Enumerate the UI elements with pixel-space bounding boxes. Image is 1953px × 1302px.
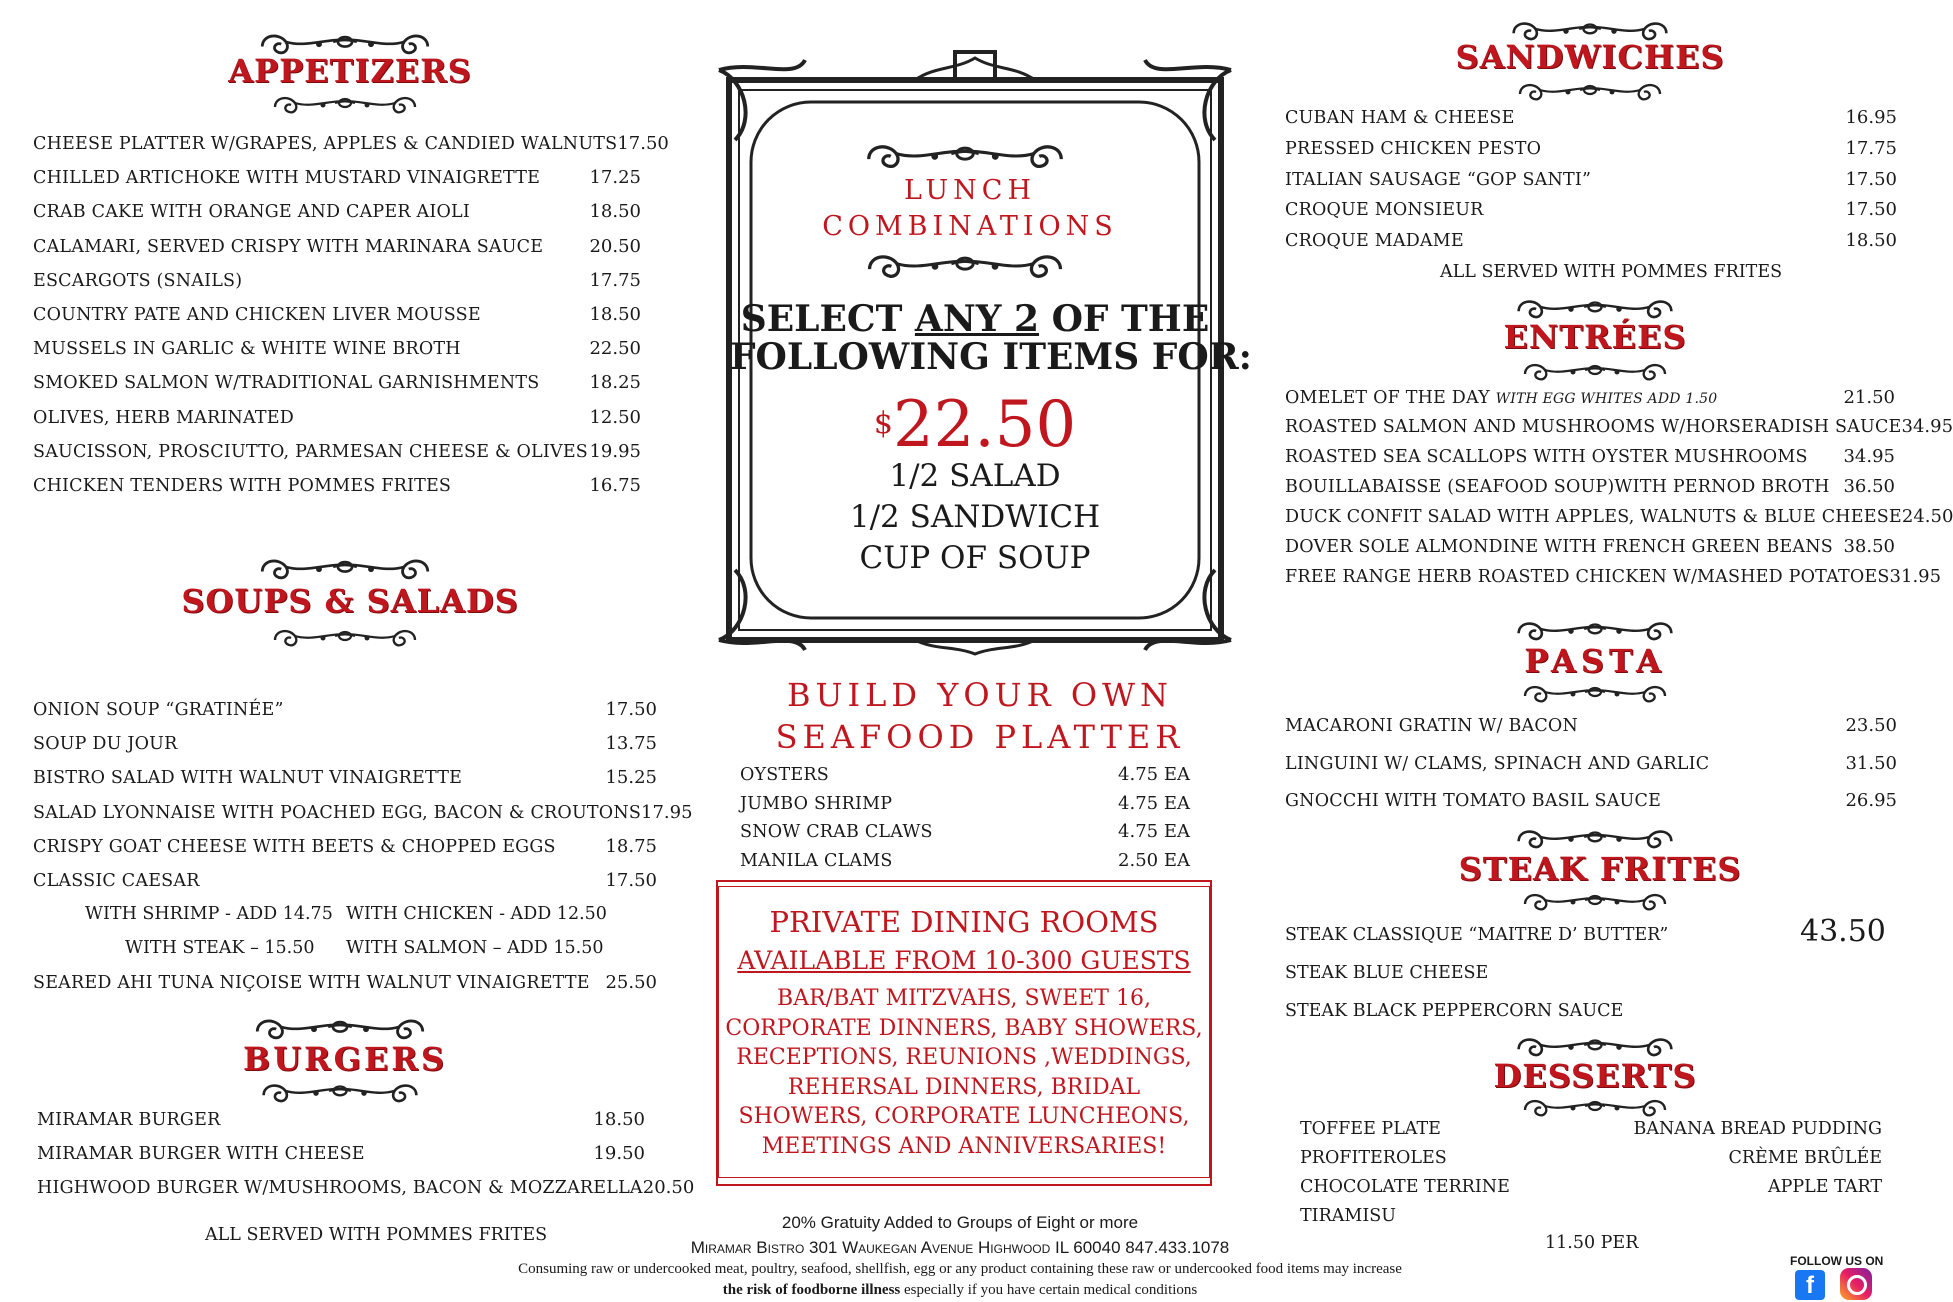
item-name: CHICKEN TENDERS WITH POMMES FRITES [33, 476, 452, 496]
item-name: SEARED AHI TUNA NIÇOISE WITH WALNUT VINAIGRETTE [33, 973, 590, 993]
item-price: 20.50 [589, 235, 641, 257]
item-price: 31.95 [1889, 565, 1942, 587]
item-name: SOUP DU JOUR [33, 734, 178, 755]
item-name: CUBAN HAM & CHEESE [1285, 108, 1515, 128]
menu-item [37, 1177, 695, 1199]
select-pre: SELECT [740, 298, 915, 340]
facebook-icon[interactable]: f [1795, 1270, 1825, 1300]
item-price: 17.50 [605, 699, 657, 720]
flourish-ornament [1495, 618, 1695, 642]
item-price: 18.25 [589, 372, 641, 394]
menu-item [33, 836, 657, 857]
private-dining-line: RECEPTIONS, REUNIONS ,WEDDINGS, [736, 1045, 1192, 1070]
menu-item [1285, 536, 1895, 557]
menu-item [33, 304, 641, 325]
item-name: DUCK CONFIT SALAD WITH APPLES, WALNUTS & BLUE CHEESE [1285, 506, 1902, 527]
menu-item [1285, 505, 1953, 527]
item-name [1285, 388, 1717, 408]
menu-item [740, 850, 1190, 871]
menu-item [33, 236, 641, 257]
combinations-title: COMBINATIONS [822, 211, 1118, 242]
menu-item [1285, 715, 1897, 736]
address-line: Miramar Bistro 301 Waukegan Avenue Highwood IL 60040 847.433.1078 [690, 1238, 1230, 1257]
item-price: 17.75 [1845, 137, 1897, 159]
menu-item [1285, 230, 1897, 251]
item-price: 17.50 [605, 870, 657, 891]
item-name: SMOKED SALMON W/TRADITIONAL GARNISHMENTS [33, 373, 540, 394]
menu-item [740, 793, 1190, 814]
steak-frites-heading: STEAK FRITES [1458, 850, 1742, 888]
addon-chicken: WITH CHICKEN - ADD 12.50 [346, 904, 607, 924]
item-price: 36.50 [1843, 475, 1895, 497]
menu-item [33, 733, 657, 754]
menu-item [33, 133, 669, 154]
item-name: JUMBO SHRIMP [740, 793, 893, 814]
menu-item [1285, 107, 1897, 128]
item-price: 16.75 [589, 475, 641, 496]
flourish-ornament [235, 1015, 445, 1041]
disclaimer-line-2 [400, 1282, 1520, 1299]
item-name: CALAMARI, SERVED CRISPY WITH MARINARA SAUCE [33, 236, 544, 257]
item-price: 34.95 [1901, 416, 1953, 437]
menu-item [37, 1109, 645, 1130]
item-name: MACARONI GRATIN W/ BACON [1285, 716, 1578, 736]
dessert-item: BANANA BREAD PUDDING [1633, 1119, 1882, 1139]
private-dining-line: REHERSAL DINNERS, BRIDAL [787, 1074, 1141, 1100]
item-name: SAUCISSON, PROSCIUTTO, PARMESAN CHEESE & OLIVES [33, 441, 588, 462]
select-line-2: FOLLOWING ITEMS FOR: [730, 336, 1252, 378]
menu-item [33, 475, 641, 496]
item-name: MIRAMAR BURGER [37, 1110, 221, 1130]
item-price: 19.50 [593, 1143, 645, 1165]
follow-us-label: FOLLOW US ON [1790, 1254, 1884, 1268]
item-price: 38.50 [1843, 535, 1895, 557]
item-price: 13.75 [605, 733, 657, 755]
dessert-price: 11.50 PER [1545, 1233, 1639, 1253]
item-name: COUNTRY PATE AND CHICKEN LIVER MOUSSE [33, 305, 481, 325]
lunch-option: CUP OF SOUP [859, 540, 1091, 576]
entrees-heading: ENTRÉES [1503, 318, 1687, 356]
lunch-price [780, 388, 1170, 462]
menu-item [1285, 446, 1895, 467]
menu-item [1285, 169, 1897, 190]
item-price: 18.75 [605, 835, 657, 857]
menu-item [1285, 565, 1942, 587]
menu-item [1285, 199, 1897, 220]
item-name: ONION SOUP “GRATINÉE” [33, 700, 284, 720]
item-name: HIGHWOOD BURGER W/MUSHROOMS, BACON & MOZZARELLA [37, 1178, 643, 1199]
flourish-ornament [1495, 360, 1695, 382]
item-price: 26.95 [1845, 790, 1897, 811]
menu-item [1285, 416, 1953, 437]
flourish-ornament [1495, 296, 1695, 320]
flourish-ornament [1495, 826, 1695, 850]
menu-item [33, 372, 641, 393]
lunch-option: 1/2 SALAD [889, 458, 1061, 494]
private-dining-line: CORPORATE DINNERS, BABY SHOWERS, [725, 1015, 1203, 1041]
item-name: OLIVES, HERB MARINATED [33, 407, 294, 428]
item-name: FREE RANGE HERB ROASTED CHICKEN W/MASHED POTATOES [1285, 566, 1890, 587]
omelet-note: WITH EGG WHITES ADD 1.50 [1495, 391, 1718, 407]
flourish-ornament [245, 555, 445, 581]
menu-item [33, 201, 641, 222]
item-price: 24.50 [1901, 505, 1953, 527]
item-price: 12.50 [589, 406, 641, 428]
price-value: 22.50 [892, 388, 1077, 462]
item-price: 17.50 [1845, 168, 1897, 190]
flourish-ornament [1495, 682, 1695, 704]
appetizers-heading: APPETIZERS [228, 52, 472, 90]
addon-shrimp: WITH SHRIMP - ADD 14.75 [85, 904, 333, 924]
flourish-ornament [245, 626, 445, 648]
private-dining-line: SHOWERS, CORPORATE LUNCHEONS, [738, 1104, 1190, 1129]
seafood-title-2: SEAFOOD PLATTER [775, 718, 1185, 756]
sandwiches-note: ALL SERVED WITH POMMES FRITES [1440, 262, 1783, 282]
pasta-heading: PASTA [1524, 642, 1666, 680]
steak-item: STEAK BLUE CHEESE [1285, 963, 1489, 983]
item-name: CLASSIC CAESAR [33, 871, 200, 891]
flourish-ornament [245, 93, 445, 115]
menu-item [1285, 790, 1897, 811]
flourish-ornament [855, 250, 1075, 280]
item-name: ROASTED SEA SCALLOPS WITH OYSTER MUSHROOMS [1285, 446, 1808, 467]
disclaimer-line-1: Consuming raw or undercooked meat, poultry, seafood, shellfish, egg or any product containing these raw or undercooked food items may increase [518, 1261, 1402, 1277]
flourish-ornament [1490, 80, 1690, 102]
item-name: SALAD LYONNAISE WITH POACHED EGG, BACON & CROUTONS [33, 802, 642, 823]
flourish-ornament [1495, 890, 1695, 912]
menu-item [33, 338, 641, 359]
item-name: BOUILLABAISSE (SEAFOOD SOUP)WITH PERNOD BROTH [1285, 476, 1830, 497]
soups-salads-heading: SOUPS & SALADS [181, 582, 519, 620]
burgers-heading: BURGERS [243, 1040, 447, 1078]
item-price: 23.50 [1845, 715, 1897, 736]
item-name: OYSTERS [740, 765, 829, 785]
dessert-item: CHOCOLATE TERRINE [1300, 1177, 1510, 1197]
item-name: CROQUE MONSIEUR [1285, 200, 1484, 221]
item-price: 18.50 [589, 304, 641, 325]
item-name: CROQUE MADAME [1285, 231, 1464, 252]
item-name: ESCARGOTS (SNAILS) [33, 270, 243, 291]
item-price: 17.75 [589, 269, 641, 291]
select-line [740, 298, 1210, 340]
item-price: 4.75 EA [1118, 821, 1190, 842]
item-name: LINGUINI W/ CLAMS, SPINACH AND GARLIC [1285, 753, 1710, 774]
flourish-ornament [1495, 1034, 1695, 1058]
disclaimer-bold: the risk of foodborne illness [722, 1282, 901, 1298]
dessert-item: CRÈME BRÛLÉE [1728, 1148, 1882, 1168]
dessert-item: TOFFEE PLATE [1300, 1119, 1441, 1139]
menu-item [37, 1143, 645, 1164]
gratuity-note: 20% Gratuity Added to Groups of Eight or more [781, 1213, 1139, 1232]
item-price: 25.50 [605, 972, 657, 993]
item-name: GNOCCHI WITH TOMATO BASIL SAUCE [1285, 791, 1662, 811]
flourish-ornament [855, 138, 1075, 172]
menu-item [1285, 138, 1897, 159]
item-price: 18.50 [1845, 230, 1897, 252]
private-dining-subtitle: AVAILABLE FROM 10-300 GUESTS [737, 946, 1191, 975]
disclaimer-rest: especially if you have certain medical conditions [900, 1282, 1198, 1298]
omelet-name: OMELET OF THE DAY [1285, 388, 1496, 408]
private-dining-title: PRIVATE DINING ROOMS [769, 905, 1159, 939]
item-price: 17.50 [617, 133, 669, 154]
item-price: 15.25 [605, 767, 657, 789]
flourish-ornament [235, 1080, 445, 1104]
steak-price: 43.50 [1800, 914, 1886, 949]
item-name: SNOW CRAB CLAWS [740, 822, 933, 842]
menu-item [740, 764, 1190, 785]
item-price: 31.50 [1845, 752, 1897, 774]
steak-item: STEAK BLACK PEPPERCORN SAUCE [1285, 1001, 1624, 1021]
select-post: OF THE [1039, 298, 1210, 340]
menu-item [1285, 476, 1895, 497]
instagram-lens [1847, 1275, 1867, 1295]
item-price: 4.75 EA [1118, 792, 1190, 814]
menu-item [33, 407, 641, 428]
menu-item [740, 821, 1190, 842]
item-price: 18.50 [593, 1109, 645, 1130]
item-name: PRESSED CHICKEN PESTO [1285, 138, 1542, 159]
item-name: ITALIAN SAUSAGE “GOP SANTI” [1285, 169, 1592, 190]
flourish-ornament [1495, 1096, 1695, 1118]
item-name: DOVER SOLE ALMONDINE WITH FRENCH GREEN BEANS [1285, 536, 1833, 557]
item-name: CHEESE PLATTER W/GRAPES, APPLES & CANDIED WALNUTS [33, 134, 618, 154]
lunch-title: LUNCH [903, 175, 1037, 206]
dessert-item: PROFITEROLES [1300, 1148, 1447, 1168]
addon-salmon: WITH SALMON – ADD 15.50 [346, 938, 604, 958]
item-price: 18.50 [589, 201, 641, 223]
private-dining-line: MEETINGS AND ANNIVERSARIES! [761, 1133, 1167, 1159]
item-name: MANILA CLAMS [740, 850, 893, 871]
menu-item [33, 441, 641, 462]
menu-item [33, 801, 693, 823]
item-price: 22.50 [589, 338, 641, 360]
item-price: 34.95 [1843, 445, 1895, 467]
dessert-item: APPLE TART [1767, 1177, 1882, 1197]
menu-item [1285, 753, 1897, 774]
instagram-icon[interactable] [1840, 1268, 1872, 1300]
menu-item [33, 167, 641, 188]
item-price: 2.50 EA [1118, 849, 1190, 871]
item-name: CRISPY GOAT CHEESE WITH BEETS & CHOPPED EGGS [33, 836, 556, 857]
menu-item [33, 870, 657, 891]
item-price: 17.50 [1845, 199, 1897, 221]
desserts-heading: DESSERTS [1493, 1057, 1697, 1095]
item-price: 17.95 [641, 801, 693, 823]
seafood-title-1: BUILD YOUR OWN [787, 676, 1173, 714]
item-name: BISTRO SALAD WITH WALNUT VINAIGRETTE [33, 768, 463, 789]
sandwiches-heading: SANDWICHES [1455, 38, 1725, 76]
item-name: ROASTED SALMON AND MUSHROOMS W/HORSERADISH SAUCE [1285, 417, 1902, 437]
item-name: CRAB CAKE WITH ORANGE AND CAPER AIOLI [33, 202, 470, 223]
item-name: MUSSELS IN GARLIC & WHITE WINE BROTH [33, 339, 461, 360]
menu-item [1285, 387, 1895, 408]
item-price: 19.95 [589, 440, 641, 462]
item-name: CHILLED ARTICHOKE WITH MUSTARD VINAIGRETTE [33, 168, 541, 189]
item-price: 21.50 [1843, 387, 1895, 408]
dessert-item: TIRAMISU [1300, 1206, 1396, 1226]
private-dining-line: BAR/BAT MITZVAHS, SWEET 16, [777, 986, 1151, 1011]
item-price: 17.25 [589, 167, 641, 189]
burgers-note: ALL SERVED WITH POMMES FRITES [205, 1225, 548, 1245]
item-price: 20.50 [642, 1177, 695, 1199]
menu-item [33, 767, 657, 788]
lunch-option: 1/2 SANDWICH [849, 499, 1101, 535]
item-price: 16.95 [1845, 107, 1897, 128]
menu-item [33, 972, 657, 993]
steak-item: STEAK CLASSIQUE “MAITRE D’ BUTTER” [1285, 925, 1669, 945]
menu-item [33, 699, 657, 720]
item-name: MIRAMAR BURGER WITH CHEESE [37, 1144, 365, 1165]
menu-item [33, 270, 641, 291]
addon-steak: WITH STEAK – 15.50 [125, 938, 315, 958]
select-any: ANY 2 [914, 298, 1040, 340]
item-price: 4.75 EA [1118, 764, 1190, 785]
currency-sign: $ [873, 406, 893, 441]
